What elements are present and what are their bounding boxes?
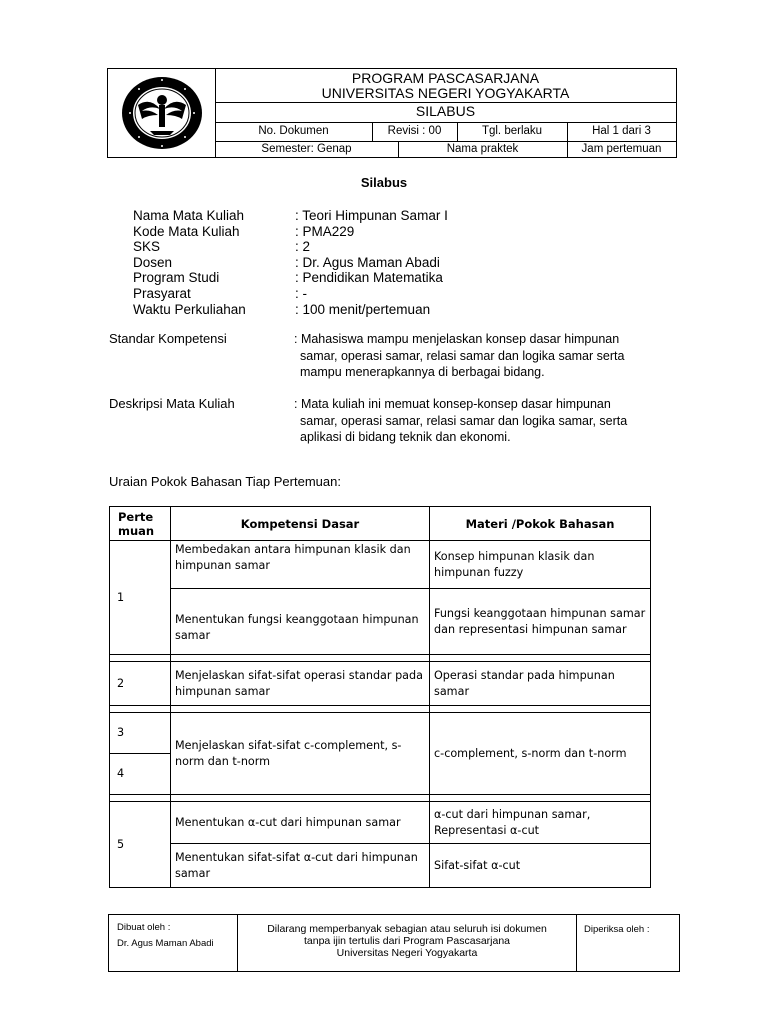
info-value: : Dr. Agus Maman Abadi xyxy=(295,254,440,270)
divider xyxy=(215,141,676,142)
kompetensi-cell: Menentukan α-cut dari himpunan samar xyxy=(171,802,430,844)
info-label: Waktu Perkuliahan xyxy=(133,301,246,317)
meeting-number: 3 xyxy=(110,713,171,754)
info-row xyxy=(133,239,448,255)
larangan-line: Dilarang memperbanyak sebagian atau seluruh isi dokumen xyxy=(267,923,547,935)
standar-line: : Mahasiswa mampu menjelaskan konsep dasar himpunan xyxy=(294,332,620,346)
dibuat-label: Dibuat oleh : xyxy=(117,922,171,933)
info-row xyxy=(133,302,448,318)
table-row xyxy=(110,541,651,589)
row-gap xyxy=(110,795,651,802)
course-info xyxy=(133,208,448,317)
revisi: Revisi : 00 xyxy=(387,125,442,137)
kompetensi-cell: Menentukan fungsi keanggotaan himpunan samar xyxy=(171,589,430,655)
table-row xyxy=(110,662,651,706)
tgl-berlaku: Tgl. berlaku xyxy=(481,125,543,137)
no-dokumen: No. Dokumen xyxy=(258,125,329,137)
materi-line: α-cut dari himpunan samar, xyxy=(434,807,591,821)
column-header: Kompetensi Dasar xyxy=(171,507,430,541)
materi-cell: Operasi standar pada himpunan samar xyxy=(430,662,651,706)
standar-label: Standar Kompetensi xyxy=(109,331,227,346)
table-row xyxy=(110,844,651,888)
row-gap xyxy=(110,706,651,713)
dibuat-nama: Dr. Agus Maman Abadi xyxy=(117,938,214,949)
meeting-number: 4 xyxy=(110,754,171,795)
info-label: Dosen xyxy=(133,254,173,270)
materi-cell: Fungsi keanggotaan himpunan samar dan representasi himpunan samar xyxy=(430,589,651,655)
divider xyxy=(215,122,676,123)
meeting-number: 1 xyxy=(110,541,171,655)
info-label: Kode Mata Kuliah xyxy=(133,223,240,239)
column-header: Materi /Pokok Bahasan xyxy=(430,507,651,541)
halaman: Hal 1 dari 3 xyxy=(592,125,651,137)
kompetensi-cell: Menentukan sifat-sifat α-cut dari himpunan samar xyxy=(171,844,430,888)
info-label: SKS xyxy=(133,239,161,255)
dibuat-cell xyxy=(109,915,238,971)
materi-cell: Sifat-sifat α-cut xyxy=(430,844,651,888)
materi-cell: Konsep himpunan klasik dan himpunan fuzzy xyxy=(430,541,651,589)
info-value: : 100 menit/pertemuan xyxy=(295,301,431,317)
info-value: : 2 xyxy=(295,239,311,255)
info-value: : Teori Himpunan Samar I xyxy=(295,208,448,223)
materi-cell xyxy=(430,802,651,844)
document-footer xyxy=(108,914,680,972)
materi-cell: c-complement, s-norm dan t-norm xyxy=(430,713,651,795)
program-name: PROGRAM PASCASARJANA xyxy=(351,70,540,86)
page-title: Silabus xyxy=(360,175,408,190)
info-value: : Pendidikan Matematika xyxy=(295,270,443,286)
jam-pertemuan: Jam pertemuan xyxy=(581,143,662,155)
deskripsi-line: samar, operasi samar, relasi samar dan logika samar, serta xyxy=(300,413,628,428)
info-label: Prasyarat xyxy=(133,285,191,301)
diperiksa-cell xyxy=(577,915,679,971)
table-row xyxy=(110,713,651,754)
info-label: Nama Mata Kuliah xyxy=(133,208,245,223)
info-row xyxy=(133,224,448,240)
deskripsi-line: aplikasi di bidang teknik dan ekonomi. xyxy=(300,430,511,444)
column-header: Perte muan xyxy=(110,507,171,541)
standar-text xyxy=(294,331,694,381)
table-row xyxy=(110,802,651,844)
row-gap xyxy=(110,655,651,662)
kompetensi-cell: Membedakan antara himpunan klasik dan himpunan samar xyxy=(171,541,430,589)
info-row xyxy=(133,208,448,224)
info-value: : - xyxy=(295,285,307,301)
larangan-line: Universitas Negeri Yogyakarta xyxy=(336,947,478,959)
meeting-number: 5 xyxy=(110,802,171,888)
info-row xyxy=(133,286,448,302)
info-row xyxy=(133,255,448,271)
materi-line: Representasi α-cut xyxy=(434,823,540,837)
larangan-line: tanpa ijin tertulis dari Program Pascasarjana xyxy=(303,935,511,947)
diperiksa-label: Diperiksa oleh : xyxy=(584,924,650,935)
kompetensi-cell: Menjelaskan sifat-sifat c-complement, s-norm dan t-norm xyxy=(171,713,430,795)
info-label: Program Studi xyxy=(133,270,220,286)
table-header-row xyxy=(110,507,651,541)
nama-praktek: Nama praktek xyxy=(446,143,519,155)
larangan-cell xyxy=(238,915,577,971)
meeting-number: 2 xyxy=(110,662,171,706)
university-logo-icon xyxy=(120,75,204,151)
university-name: UNIVERSITAS NEGERI YOGYAKARTA xyxy=(321,85,570,101)
info-row xyxy=(133,270,448,286)
uraian-heading: Uraian Pokok Bahasan Tiap Pertemuan: xyxy=(109,474,341,489)
document-header xyxy=(107,68,677,158)
logo-cell xyxy=(108,69,216,157)
standar-line: samar, operasi samar, relasi samar dan logika samar serta xyxy=(300,348,625,363)
deskripsi-label: Deskripsi Mata Kuliah xyxy=(109,396,235,411)
deskripsi-text xyxy=(294,396,694,446)
deskripsi-line: : Mata kuliah ini memuat konsep-konsep dasar himpunan xyxy=(294,397,611,411)
info-value: : PMA229 xyxy=(295,223,355,239)
table-row xyxy=(110,589,651,655)
semester: Semester: Genap xyxy=(261,143,352,155)
kompetensi-cell: Menjelaskan sifat-sifat operasi standar pada himpunan samar xyxy=(171,662,430,706)
pokok-bahasan-table xyxy=(109,506,651,888)
doc-type: SILABUS xyxy=(415,103,476,119)
standar-line: mampu menerapkannya di berbagai bidang. xyxy=(300,365,545,379)
